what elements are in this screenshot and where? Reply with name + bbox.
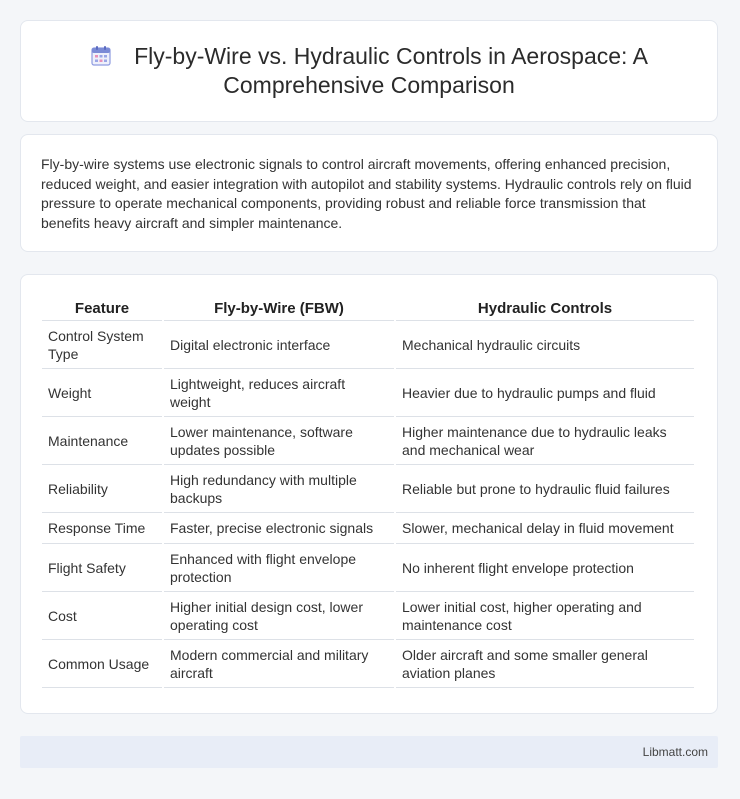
comparison-table xyxy=(40,295,696,688)
page-title: Fly-by-Wire vs. Hydraulic Controls in Aerospace: A Comprehensive Comparison xyxy=(134,43,648,98)
table-row xyxy=(42,417,694,465)
feature-cell: Reliability xyxy=(42,465,162,513)
title-card xyxy=(20,20,718,122)
hydraulic-cell: Heavier due to hydraulic pumps and fluid xyxy=(396,369,694,417)
table-row xyxy=(42,513,694,544)
intro-paragraph: Fly-by-wire systems use electronic signals to control aircraft movements, offering enhanced precision, reduced weight, and easier integration with autopilot and stability systems. Hydraulic controls rely on fluid pressure to operate mechanical components, providing robust and reliable force transmission that benefits heavy aircraft and simpler maintenance. xyxy=(41,156,692,231)
fbw-cell: Digital electronic interface xyxy=(164,321,394,369)
hydraulic-cell: Older aircraft and some smaller general aviation planes xyxy=(396,640,694,688)
calendar-icon xyxy=(90,45,112,67)
header-fbw: Fly-by-Wire (FBW) xyxy=(164,295,394,321)
fbw-cell: High redundancy with multiple backups xyxy=(164,465,394,513)
table-row xyxy=(42,640,694,688)
hydraulic-cell: No inherent flight envelope protection xyxy=(396,544,694,592)
hydraulic-cell: Reliable but prone to hydraulic fluid failures xyxy=(396,465,694,513)
feature-cell: Cost xyxy=(42,592,162,640)
intro-card xyxy=(20,134,718,252)
footer-bar xyxy=(20,736,718,768)
fbw-cell: Modern commercial and military aircraft xyxy=(164,640,394,688)
table-header-row xyxy=(42,295,694,321)
header-hydraulic: Hydraulic Controls xyxy=(396,295,694,321)
fbw-cell: Enhanced with flight envelope protection xyxy=(164,544,394,592)
comparison-card xyxy=(20,274,718,714)
table-row xyxy=(42,369,694,417)
fbw-cell: Higher initial design cost, lower operating cost xyxy=(164,592,394,640)
hydraulic-cell: Lower initial cost, higher operating and maintenance cost xyxy=(396,592,694,640)
hydraulic-cell: Mechanical hydraulic circuits xyxy=(396,321,694,369)
page-title-wrap xyxy=(51,42,687,100)
feature-cell: Weight xyxy=(42,369,162,417)
table-row xyxy=(42,592,694,640)
table-row xyxy=(42,321,694,369)
table-row xyxy=(42,465,694,513)
fbw-cell: Lower maintenance, software updates possible xyxy=(164,417,394,465)
feature-cell: Control System Type xyxy=(42,321,162,369)
feature-cell: Common Usage xyxy=(42,640,162,688)
feature-cell: Flight Safety xyxy=(42,544,162,592)
table-row xyxy=(42,544,694,592)
hydraulic-cell: Higher maintenance due to hydraulic leaks and mechanical wear xyxy=(396,417,694,465)
feature-cell: Response Time xyxy=(42,513,162,544)
header-feature: Feature xyxy=(42,295,162,321)
footer-brand-link[interactable]: Libmatt.com xyxy=(642,745,708,759)
feature-cell: Maintenance xyxy=(42,417,162,465)
fbw-cell: Faster, precise electronic signals xyxy=(164,513,394,544)
fbw-cell: Lightweight, reduces aircraft weight xyxy=(164,369,394,417)
hydraulic-cell: Slower, mechanical delay in fluid movement xyxy=(396,513,694,544)
